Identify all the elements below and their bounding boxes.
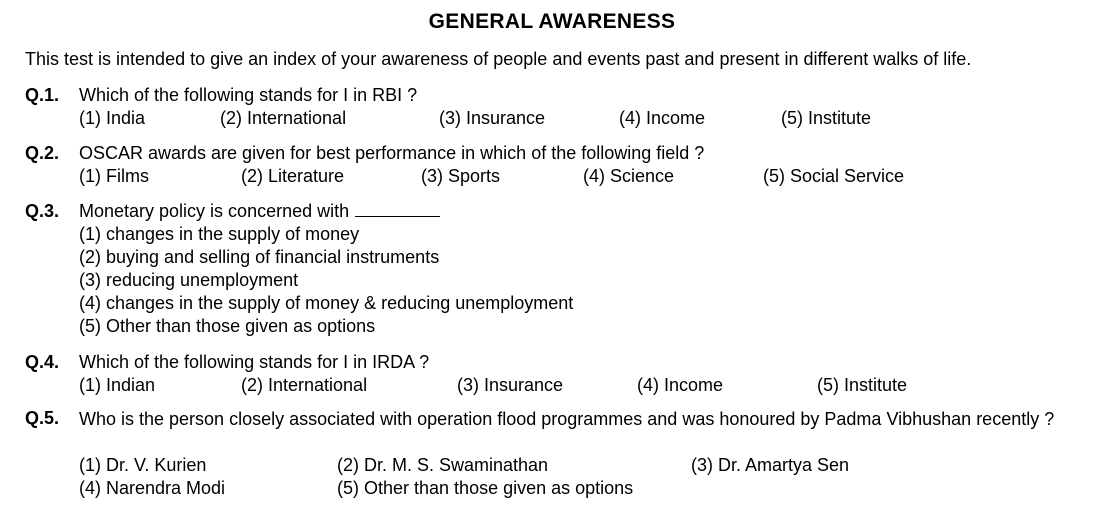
question-text: Which of the following stands for I in IRDA ? [79,352,430,372]
option-1[interactable]: (1) Films [79,166,149,186]
question-text: Which of the following stands for I in RBI ? [79,85,418,105]
option-3[interactable]: (3) Sports [421,166,501,186]
option-5[interactable]: (5) Institute [817,375,908,395]
option-1[interactable]: (1) changes in the supply of money [79,224,360,244]
option-4[interactable]: (4) Income [619,108,706,128]
option-1[interactable]: (1) India [79,108,146,128]
question-text: OSCAR awards are given for best performance in which of the following field ? [79,143,705,163]
option-4[interactable]: (4) Narendra Modi [79,478,226,498]
question-text [79,200,440,222]
option-1[interactable]: (1) Indian [79,375,156,395]
option-2[interactable]: (2) Dr. M. S. Swaminathan [337,455,549,475]
option-4[interactable]: (4) Science [583,166,675,186]
option-5[interactable]: (5) Institute [781,108,872,128]
option-2[interactable]: (2) buying and selling of financial instruments [79,247,440,267]
question-number: Q.3. [25,201,60,221]
intro-text: This test is intended to give an index of your awareness of people and events past and present in different walks of life. [25,49,972,69]
option-2[interactable]: (2) Literature [241,166,345,186]
page-title: GENERAL AWARENESS [428,10,676,33]
answer-blank [355,200,440,217]
option-4[interactable]: (4) changes in the supply of money & reducing unemployment [79,293,574,313]
option-2[interactable]: (2) International [241,375,368,395]
option-3[interactable]: (3) Insurance [439,108,546,128]
question-number: Q.5. [25,408,60,428]
option-5[interactable]: (5) Social Service [763,166,905,186]
option-1[interactable]: (1) Dr. V. Kurien [79,455,207,475]
option-4[interactable]: (4) Income [637,375,724,395]
option-5[interactable]: (5) Other than those given as options [79,316,376,336]
question-number: Q.1. [25,85,60,105]
question-text-label: Monetary policy is concerned with [79,201,350,221]
question-text: Who is the person closely associated with operation flood programmes and was honoured by Padma Vibhushan recently ? [79,409,1055,429]
question-number: Q.4. [25,352,60,372]
option-3[interactable]: (3) Dr. Amartya Sen [691,455,850,475]
option-3[interactable]: (3) Insurance [457,375,564,395]
option-2[interactable]: (2) International [220,108,347,128]
option-3[interactable]: (3) reducing unemployment [79,270,299,290]
question-number: Q.2. [25,143,60,163]
option-5[interactable]: (5) Other than those given as options [337,478,634,498]
